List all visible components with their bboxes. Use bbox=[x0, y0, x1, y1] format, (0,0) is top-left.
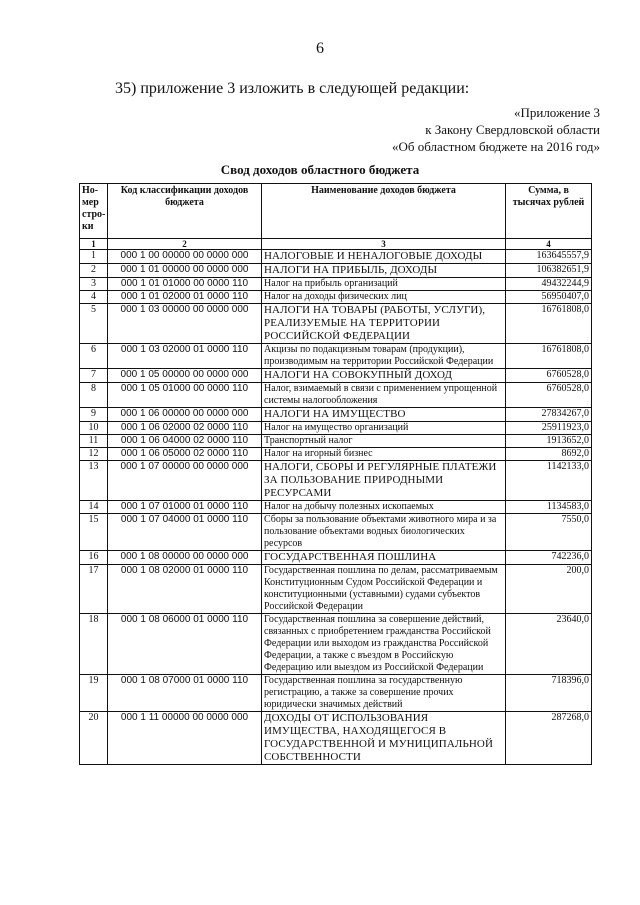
table-row bbox=[80, 250, 592, 264]
row-number: 10 bbox=[80, 422, 108, 435]
revenue-name: ДОХОДЫ ОТ ИСПОЛЬЗОВАНИЯ ИМУЩЕСТВА, НАХОДЯЩЕГОСЯ В ГОСУДАРСТВЕННОЙ И МУНИЦИПАЛЬНОЙ СОБСТВЕННОСТИ bbox=[262, 712, 506, 765]
classification-code: 000 1 05 00000 00 0000 000 bbox=[108, 369, 262, 383]
revenue-name: Налог на прибыль организаций bbox=[262, 278, 506, 291]
revenue-name: НАЛОГИ НА СОВОКУПНЫЙ ДОХОД bbox=[262, 369, 506, 383]
classification-code: 000 1 06 05000 02 0000 110 bbox=[108, 448, 262, 461]
table-row bbox=[80, 551, 592, 565]
amount: 23640,0 bbox=[506, 614, 592, 675]
amount: 1142133,0 bbox=[506, 461, 592, 501]
row-number: 11 bbox=[80, 435, 108, 448]
revenue-table bbox=[79, 183, 592, 765]
amount: 1134583,0 bbox=[506, 501, 592, 514]
row-number: 3 bbox=[80, 278, 108, 291]
column-index-row bbox=[80, 239, 592, 250]
row-number: 2 bbox=[80, 264, 108, 278]
amendment-instruction: 35) приложение 3 изложить в следующей редакции: bbox=[115, 80, 470, 97]
row-number: 12 bbox=[80, 448, 108, 461]
table-row bbox=[80, 712, 592, 765]
row-number: 16 bbox=[80, 551, 108, 565]
table-header-row bbox=[80, 184, 592, 239]
revenue-name: НАЛОГИ, СБОРЫ И РЕГУЛЯРНЫЕ ПЛАТЕЖИ ЗА ПОЛЬЗОВАНИЕ ПРИРОДНЫМИ РЕСУРСАМИ bbox=[262, 461, 506, 501]
header-amount: Сумма, в тысячах рублей bbox=[506, 184, 592, 239]
table-row bbox=[80, 501, 592, 514]
row-number: 8 bbox=[80, 383, 108, 408]
row-number: 6 bbox=[80, 344, 108, 369]
classification-code: 000 1 07 00000 00 0000 000 bbox=[108, 461, 262, 501]
amount: 106382651,9 bbox=[506, 264, 592, 278]
amount: 7550,0 bbox=[506, 514, 592, 551]
revenue-name: Государственная пошлина по делам, рассматриваемым Конституционным Судом Российской Федерации и конституционными (уставными) судами субъектов Российской Федерации bbox=[262, 565, 506, 614]
appendix-heading-line: «Приложение 3 bbox=[513, 105, 600, 120]
amount: 742236,0 bbox=[506, 551, 592, 565]
table-row bbox=[80, 614, 592, 675]
amount: 287268,0 bbox=[506, 712, 592, 765]
amount: 718396,0 bbox=[506, 675, 592, 712]
classification-code: 000 1 01 00000 00 0000 000 bbox=[108, 264, 262, 278]
revenue-name: Акцизы по подакцизным товарам (продукции), производимым на территории Российской Федерации bbox=[262, 344, 506, 369]
revenue-name: Транспортный налог bbox=[262, 435, 506, 448]
table-row bbox=[80, 383, 592, 408]
revenue-name: Налог на игорный бизнес bbox=[262, 448, 506, 461]
revenue-name: Налог на добычу полезных ископаемых bbox=[262, 501, 506, 514]
row-number: 19 bbox=[80, 675, 108, 712]
table-row bbox=[80, 344, 592, 369]
revenue-name: Государственная пошлина за государственную регистрацию, а также за совершение прочих юридически значимых действий bbox=[262, 675, 506, 712]
classification-code: 000 1 06 00000 00 0000 000 bbox=[108, 408, 262, 422]
amount: 1913652,0 bbox=[506, 435, 592, 448]
column-index: 4 bbox=[506, 239, 592, 250]
amount: 6760528,0 bbox=[506, 369, 592, 383]
classification-code: 000 1 08 07000 01 0000 110 bbox=[108, 675, 262, 712]
table-row bbox=[80, 408, 592, 422]
classification-code: 000 1 01 01000 00 0000 110 bbox=[108, 278, 262, 291]
amount: 56950407,0 bbox=[506, 291, 592, 304]
row-number: 7 bbox=[80, 369, 108, 383]
revenue-name: Государственная пошлина за совершение действий, связанных с приобретением гражданства Российской Федерации или выходом из гражданства Российской Федерации, а также с въездом в Российскую Федерацию или выездом из Российской Федерации bbox=[262, 614, 506, 675]
amount: 200,0 bbox=[506, 565, 592, 614]
row-number: 9 bbox=[80, 408, 108, 422]
classification-code: 000 1 07 01000 01 0000 110 bbox=[108, 501, 262, 514]
row-number: 4 bbox=[80, 291, 108, 304]
amount: 27834267,0 bbox=[506, 408, 592, 422]
column-index: 3 bbox=[262, 239, 506, 250]
classification-code: 000 1 01 02000 01 0000 110 bbox=[108, 291, 262, 304]
amount: 16761808,0 bbox=[506, 304, 592, 344]
table-row bbox=[80, 291, 592, 304]
table-row bbox=[80, 461, 592, 501]
revenue-name: ГОСУДАРСТВЕННАЯ ПОШЛИНА bbox=[262, 551, 506, 565]
appendix-heading-line: «Об областном бюджете на 2016 год» bbox=[392, 139, 600, 154]
revenue-name: Налог на доходы физических лиц bbox=[262, 291, 506, 304]
header-row-number: Но-мер стро-ки bbox=[80, 184, 108, 239]
table-row bbox=[80, 422, 592, 435]
revenue-name: НАЛОГОВЫЕ И НЕНАЛОГОВЫЕ ДОХОДЫ bbox=[262, 250, 506, 264]
table-row bbox=[80, 264, 592, 278]
header-classification-code: Код классификации доходов бюджета bbox=[108, 184, 262, 239]
row-number: 5 bbox=[80, 304, 108, 344]
classification-code: 000 1 03 00000 00 0000 000 bbox=[108, 304, 262, 344]
table-row bbox=[80, 565, 592, 614]
revenue-name: Налог на имущество организаций bbox=[262, 422, 506, 435]
column-index: 2 bbox=[108, 239, 262, 250]
classification-code: 000 1 03 02000 01 0000 110 bbox=[108, 344, 262, 369]
classification-code: 000 1 05 01000 00 0000 110 bbox=[108, 383, 262, 408]
classification-code: 000 1 08 02000 01 0000 110 bbox=[108, 565, 262, 614]
revenue-name: НАЛОГИ НА ТОВАРЫ (РАБОТЫ, УСЛУГИ), РЕАЛИЗУЕМЫЕ НА ТЕРРИТОРИИ РОССИЙСКОЙ ФЕДЕРАЦИИ bbox=[262, 304, 506, 344]
revenue-name: НАЛОГИ НА ПРИБЫЛЬ, ДОХОДЫ bbox=[262, 264, 506, 278]
row-number: 1 bbox=[80, 250, 108, 264]
table-row bbox=[80, 675, 592, 712]
page-number: 6 bbox=[316, 40, 324, 57]
row-number: 20 bbox=[80, 712, 108, 765]
revenue-name: Сборы за пользование объектами животного мира и за пользование объектами водных биологических ресурсов bbox=[262, 514, 506, 551]
classification-code: 000 1 11 00000 00 0000 000 bbox=[108, 712, 262, 765]
row-number: 17 bbox=[80, 565, 108, 614]
classification-code: 000 1 07 04000 01 0000 110 bbox=[108, 514, 262, 551]
table-row bbox=[80, 448, 592, 461]
table-row bbox=[80, 278, 592, 291]
amount: 163645557,9 bbox=[506, 250, 592, 264]
amount: 8692,0 bbox=[506, 448, 592, 461]
column-index: 1 bbox=[80, 239, 108, 250]
row-number: 15 bbox=[80, 514, 108, 551]
table-row bbox=[80, 435, 592, 448]
revenue-name: Налог, взимаемый в связи с применением упрощенной системы налогообложения bbox=[262, 383, 506, 408]
revenue-name: НАЛОГИ НА ИМУЩЕСТВО bbox=[262, 408, 506, 422]
row-number: 18 bbox=[80, 614, 108, 675]
classification-code: 000 1 06 02000 02 0000 110 bbox=[108, 422, 262, 435]
row-number: 14 bbox=[80, 501, 108, 514]
classification-code: 000 1 08 06000 01 0000 110 bbox=[108, 614, 262, 675]
appendix-heading-line: к Закону Свердловской области bbox=[425, 122, 600, 137]
amount: 16761808,0 bbox=[506, 344, 592, 369]
classification-code: 000 1 00 00000 00 0000 000 bbox=[108, 250, 262, 264]
row-number: 13 bbox=[80, 461, 108, 501]
table-body bbox=[80, 250, 592, 765]
header-revenue-name: Наименование доходов бюджета bbox=[262, 184, 506, 239]
document-title: Свод доходов областного бюджета bbox=[220, 162, 420, 177]
amount: 49432244,9 bbox=[506, 278, 592, 291]
classification-code: 000 1 08 00000 00 0000 000 bbox=[108, 551, 262, 565]
appendix-heading bbox=[392, 104, 600, 155]
table-row bbox=[80, 514, 592, 551]
table-row bbox=[80, 304, 592, 344]
classification-code: 000 1 06 04000 02 0000 110 bbox=[108, 435, 262, 448]
amount: 25911923,0 bbox=[506, 422, 592, 435]
amount: 6760528,0 bbox=[506, 383, 592, 408]
table-row bbox=[80, 369, 592, 383]
